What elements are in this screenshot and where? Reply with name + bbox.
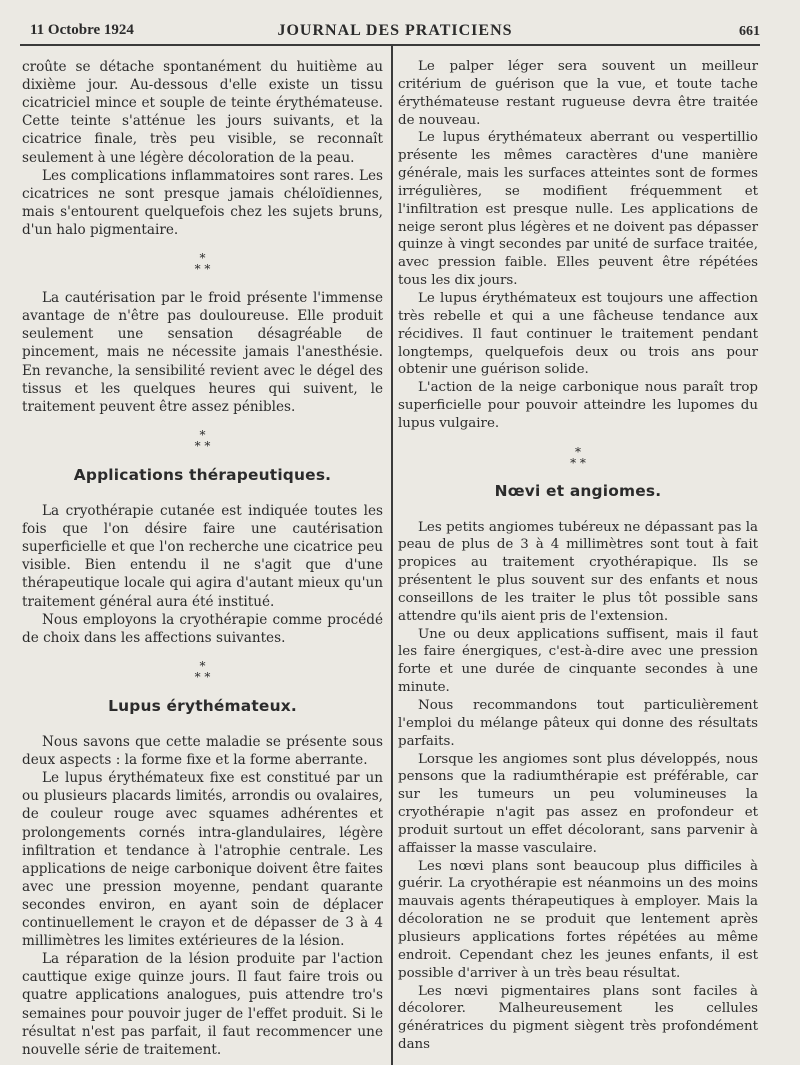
page-header [30, 18, 760, 46]
paragraph: Une ou deux applications suffisent, mais il faut les faire énergiques, c'est-à-dire avec une pression forte et une durée de cinquante secondes à une minute. [398, 626, 758, 696]
paragraph: La réparation de la lésion produite par l'action cauttique exige quinze jours. Il faut faire trois ou quatre applications analogues, puis attendre tro's semaines pour pouvoir juger de l'effet produit. Si le résultat n'est pas parfait, il faut recommencer une nouvelle série de traitement. [22, 951, 383, 1058]
paragraph: Nous recommandons tout particulièrement l'emploi du mélange pâteux qui donne des résultats parfaits. [398, 698, 758, 749]
paragraph: Le lupus érythémateux aberrant ou vespertillio présente les mêmes caractères d'une manière générale, mais les surfaces atteintes sont de formes irrégulières, se modifient fréquemment et l'infiltration est presque nulle. Les applications de neige seront plus légères et ne doivent pas dépasser quinze à vingt secondes par unité de surface traitée, avec pression faible. Elles peuvent être répétées tous les dix jours. [398, 130, 758, 289]
right-column [398, 58, 758, 1054]
section-separator: * * * [194, 251, 211, 277]
section-separator: * * * [194, 427, 211, 453]
paragraph: Nous employons la cryothérapie comme procédé de choix dans les affections suivantes. [22, 611, 383, 646]
section-heading: Applications thérapeutiques. [73, 465, 332, 484]
paragraph: croûte se détache spontanément du huitième au dixième jour. Au-dessous d'elle existe un tissu cicatriciel mince et souple de teinte érythémateuse. Cette teinte s'atténue les jours suivants, et la cicatrice finale, très peu visible, se reconnaît seulement à une légère décoloration de la peau. [22, 59, 383, 166]
section-heading: Nœvi et angiomes. [494, 481, 662, 500]
paragraph: Les petits angiomes tubéreux ne dépassant pas la peau de plus de 3 à 4 millimètres sont tout à fait propices au traitement cryothérapique. Ils se présentent le plus souvent sur des enfants et nous conseillons de les traiter le plus tôt possible sans attendre qu'ils aient pris de l'extension. [398, 519, 758, 624]
section-separator: * * * [570, 444, 586, 470]
paragraph: Nous savons que cette maladie se présente sous deux aspects : la forme fixe et la forme aberrante. [22, 733, 383, 769]
header-rule [20, 44, 760, 46]
paragraph: La cryothérapie cutanée est indiquée toutes les fois que l'on désire faire une cautérisation superficielle et que l'on recherche une cicatrice peu visible. Bien entendu il ne s'agit que d'une thérapeutique locale qui agira d'autant mieux qu'un traitement général aura été institué. [22, 502, 383, 610]
paragraph: Les nœvi plans sont beaucoup plus difficiles à guérir. La cryothérapie est néanmoins un des moins mauvais agents thérapeutiques à employer. Mais la décoloration ne se produit que lentement après plusieurs applications fortes répétées au même endroit. Cependant chez les jeunes enfants, il est possible d'arriver à un très beau résultat. [398, 858, 758, 981]
paragraph: Les nœvi pigmentaires plans sont faciles à décolorer. Malheureusement les cellules génératrices du pigment siègent très profondément dans [398, 983, 758, 1053]
paragraph: Les complications inflammatoires sont rares. Les cicatrices ne sont presque jamais chéloïdiennes, mais s'entourent quelquefois chez les sujets bruns, d'un halo pigmentaire. [22, 167, 383, 238]
column-divider [391, 46, 393, 1065]
journal-title: JOURNAL DES PRATICIENS [277, 22, 513, 39]
page-number: 661 [739, 24, 760, 39]
left-column [22, 58, 383, 1059]
section-separator: * * * [194, 658, 211, 684]
paragraph: Le lupus érythémateux fixe est constitué par un ou plusieurs placards limités, arrondis ou ovalaires, de couleur rouge avec squames adhérentes et prolongements cornés intra-glandulaires, légère infiltration et tendance à l'atrophie centrale. Les applications de neige carbonique doivent être faites avec une pression moyenne, pendant quarante secondes environ, en ayant soin de déplacer continuellement le crayon et de dépasser de 3 à 4 millimètres les limites extérieures de la lésion. [22, 770, 383, 950]
issue-date: 11 Octobre 1924 [30, 22, 134, 38]
paragraph: Le palper léger sera souvent un meilleur critérium de guérison que la vue, et toute tache érythémateuse restant rugueuse devra être traitée de nouveau. [398, 59, 758, 128]
paragraph: La cautérisation par le froid présente l'immense avantage de n'être pas douloureuse. Elle produit seulement une sensation désagréable de pincement, mais ne nécessite jamais l'anesthésie. En revanche, la sensibilité revient avec le dégel des tissus et les quelques heures qui suivent, le traitement peuvent être assez pénibles. [22, 290, 383, 415]
section-heading: Lupus érythémateux. [108, 696, 297, 715]
paragraph: Lorsque les angiomes sont plus développés, nous pensons que la radiumthérapie est préférable, car sur les tumeurs un peu volumineuses la cryothérapie n'agit pas assez en profondeur et produit surtout un effet décolorant, sans parvenir à affaisser la masse vasculaire. [398, 751, 758, 856]
paragraph: Le lupus érythémateux est toujours une affection très rebelle et qui a une fâcheuse tendance aux récidives. Il faut continuer le traitement pendant longtemps, quelquefois deux ou trois ans pour obtenir une guérison solide. [398, 290, 758, 378]
paragraph: L'action de la neige carbonique nous paraît trop superficielle pour pouvoir atteindre les lupomes du lupus vulgaire. [398, 380, 758, 431]
